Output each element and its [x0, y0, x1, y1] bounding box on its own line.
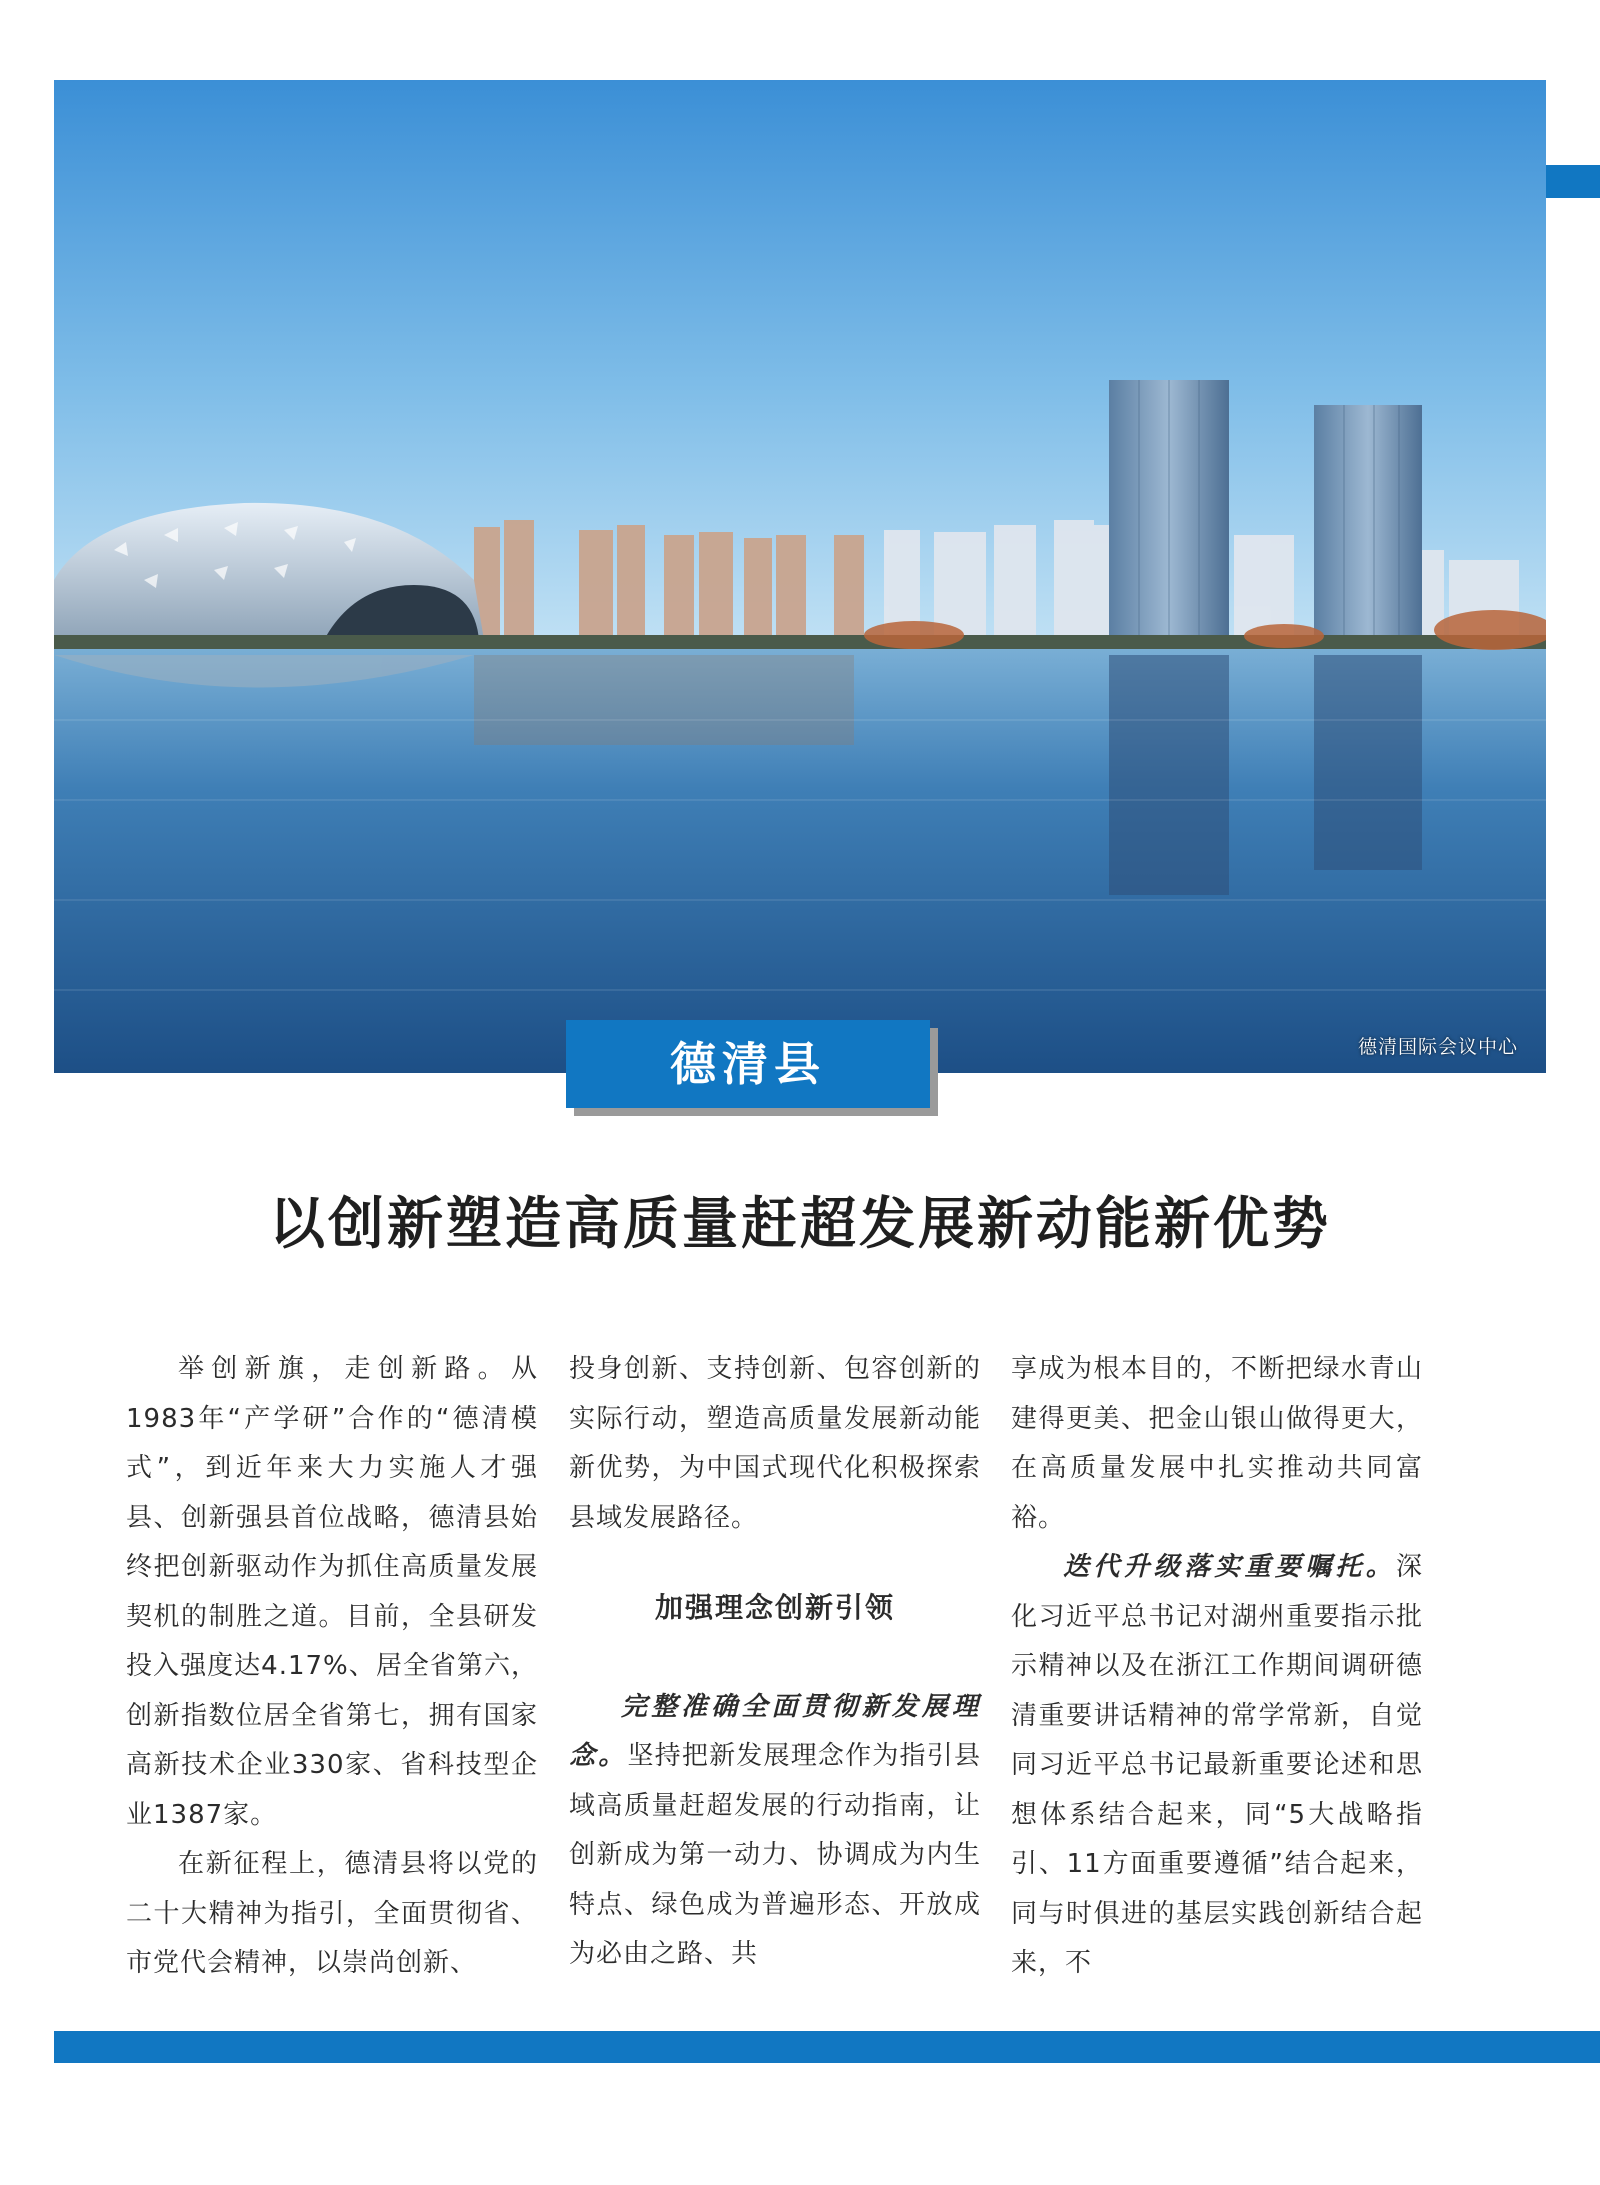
- county-badge: 德清县: [566, 1020, 930, 1108]
- paragraph-text: 坚持把新发展理念作为指引县域高质量赶超发展的行动指南，让创新成为第一动力、协调成为内生特点、绿色成为普遍形态、开放成为必由之路、共: [569, 1741, 981, 1969]
- paragraph: 投身创新、支持创新、包容创新的实际行动，塑造高质量发展新动能新优势，为中国式现代化积极探索县域发展路径。: [569, 1354, 981, 1533]
- paragraph: 在新征程上，德清县将以党的二十大精神为指引，全面贯彻省、市党代会精神，以崇尚创新、: [126, 1849, 538, 1978]
- lead-phrase: 完整准确全面贯彻新发展理念。: [569, 1691, 981, 1771]
- article-title: 以创新塑造高质量赶超发展新动能新优势: [269, 1191, 1331, 1257]
- hero-photo: [54, 80, 1546, 1073]
- section-heading: 加强理念创新引领: [654, 1591, 895, 1624]
- column-1: [126, 1345, 538, 1989]
- column-2: [569, 1345, 981, 1980]
- paragraph-text: 深化习近平总书记对湖州重要指示批示精神以及在浙江工作期间调研德清重要讲话精神的常学常新，自觉同习近平总书记最新重要论述和思想体系结合起来，同“5大战略指引、11方面重要遵循”结合起来，同与时俱进的基层实践创新结合起来，不: [1011, 1552, 1423, 1978]
- paragraph: [569, 1683, 981, 1980]
- bottom-bar: [54, 2031, 1600, 2063]
- side-tab: [1546, 165, 1600, 198]
- lead-phrase: 迭代升级落实重要嘱托。: [1063, 1552, 1396, 1582]
- column-3: [1011, 1345, 1423, 1989]
- paragraph: [1011, 1543, 1423, 1989]
- photo-caption: 德清国际会议中心: [1357, 1036, 1518, 1058]
- paragraph: 享成为根本目的，不断把绿水青山建得更美、把金山银山做得更大，在高质量发展中扎实推动共同富裕。: [1011, 1354, 1423, 1533]
- paragraph: 举创新旗，走创新路。从1983年“产学研”合作的“德清模式”，到近年来大力实施人才强县、创新强县首位战略，德清县始终把创新驱动作为抓住高质量发展契机的制胜之道。目前，全县研发投入强度达4.17%、居全省第六，创新指数位居全省第七，拥有国家高新技术企业330家、省科技型企业1387家。: [126, 1354, 538, 1830]
